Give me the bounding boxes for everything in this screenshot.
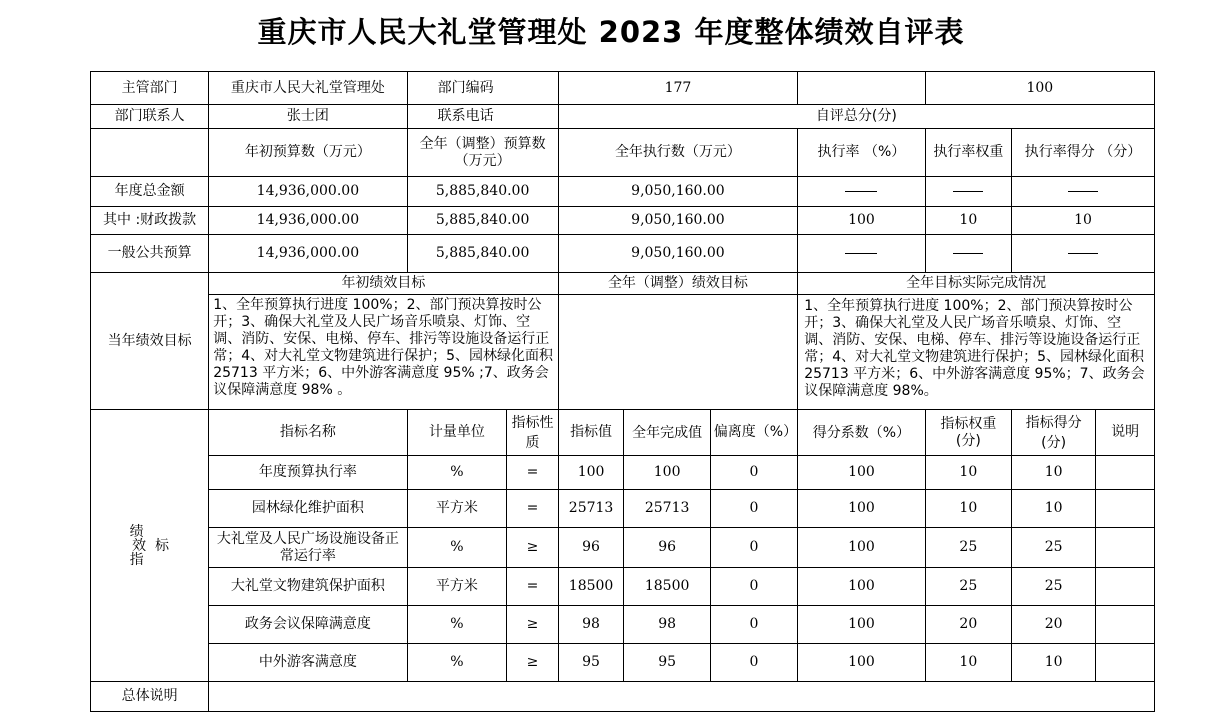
indicator-coef: 100 (798, 490, 925, 528)
indicator-deviation: 0 (710, 568, 797, 606)
indicator-name: 年度预算执行率 (209, 456, 407, 490)
indicator-weight: 10 (925, 644, 1011, 682)
header-coef: 得分系数（%） (798, 410, 925, 456)
self-score-label: 自评总分(分) (558, 105, 1154, 129)
indicator-deviation: 0 (710, 456, 797, 490)
indicator-score: 10 (1012, 644, 1096, 682)
indicator-score: 10 (1012, 490, 1096, 528)
indicator-score: 10 (1012, 456, 1096, 490)
header-target: 指标值 (558, 410, 624, 456)
side-label-bot: 指 (129, 551, 144, 568)
indicator-actual: 18500 (624, 568, 710, 606)
budget-row (91, 177, 1155, 207)
budget-initial: 14,936,000.00 (209, 235, 407, 273)
goals-content-row (91, 295, 1155, 410)
header-initial-budget: 年初预算数（万元） (209, 129, 407, 177)
indicator-weight: 20 (925, 606, 1011, 644)
header-rate-weight: 执行率权重 (925, 129, 1011, 177)
header-nature: 指标性质 (507, 410, 558, 456)
indicator-name: 园林绿化维护面积 (209, 490, 407, 528)
indicator-target: 95 (558, 644, 624, 682)
summary-row (91, 682, 1155, 712)
page-title: 重庆市人民大礼堂管理处 2023 年度整体绩效自评表 (257, 15, 965, 49)
indicator-deviation: 0 (710, 606, 797, 644)
budget-executed: 9,050,160.00 (558, 177, 798, 207)
indicator-nature: = (507, 456, 558, 490)
header-note: 说明 (1096, 410, 1155, 456)
header-adjusted-budget: 全年（调整）预算数（万元） (407, 129, 558, 177)
budget-row (91, 235, 1155, 273)
indicator-note (1096, 490, 1155, 528)
indicator-unit: % (407, 606, 507, 644)
budget-row-label: 一般公共预算 (91, 235, 209, 273)
indicator-unit: % (407, 644, 507, 682)
budget-adjusted: 5,885,840.00 (407, 235, 558, 273)
budget-row (91, 207, 1155, 235)
budget-score-dash (1012, 177, 1155, 207)
indicator-score: 20 (1012, 606, 1096, 644)
indicator-nature: ≥ (507, 606, 558, 644)
budget-rate: 100 (798, 207, 925, 235)
header-deviation: 偏离度（%） (710, 410, 797, 456)
indicator-actual: 98 (624, 606, 710, 644)
indicator-unit: 平方米 (407, 490, 507, 528)
header-rate: 执行率 （%） (798, 129, 925, 177)
budget-rate-dash (798, 235, 925, 273)
blank-header-cell (91, 129, 209, 177)
indicator-target: 96 (558, 528, 624, 568)
indicator-target: 25713 (558, 490, 624, 528)
indicator-nature: = (507, 490, 558, 528)
indicator-name: 大礼堂及人民广场设施设备正常运行率 (209, 528, 407, 568)
budget-score-dash (1012, 235, 1155, 273)
header-indicator-name: 指标名称 (209, 410, 407, 456)
score-value: 100 (925, 72, 1154, 105)
indicator-actual: 96 (624, 528, 710, 568)
indicator-note (1096, 606, 1155, 644)
indicator-target: 98 (558, 606, 624, 644)
indicator-row (91, 606, 1155, 644)
indicator-coef: 100 (798, 528, 925, 568)
header-executed: 全年执行数（万元） (558, 129, 798, 177)
indicator-unit: % (407, 456, 507, 490)
header-initial-goals: 年初绩效目标 (209, 273, 558, 295)
budget-weight-dash (925, 235, 1011, 273)
dept-label: 主管部门 (91, 72, 209, 105)
header-rate-score: 执行率得分 （分） (1012, 129, 1155, 177)
contact-value: 张士团 (209, 105, 407, 129)
indicator-deviation: 0 (710, 528, 797, 568)
initial-goals-text: 1、全年预算执行进度 100%；2、部门预决算按时公开；3、确保大礼堂及人民广场音乐喷泉、灯饰、空调、消防、安保、电梯、停车、排污等设施设备运行正常；4、对大礼堂文物建筑进行保护；5、园林绿化面积 25713 平方米；6、中外游客满意度 95% ;7、政务会议保障满意度 98% 。 (209, 295, 558, 410)
header-unit: 计量单位 (407, 410, 507, 456)
code-value: 177 (558, 72, 798, 105)
info-row-2 (91, 105, 1155, 129)
indicator-unit: 平方米 (407, 568, 507, 606)
indicator-weight: 10 (925, 456, 1011, 490)
budget-initial: 14,936,000.00 (209, 177, 407, 207)
budget-executed: 9,050,160.00 (558, 235, 798, 273)
budget-score: 10 (1012, 207, 1155, 235)
budget-row-label: 其中 :财政拨款 (91, 207, 209, 235)
indicator-coef: 100 (798, 456, 925, 490)
indicator-deviation: 0 (710, 644, 797, 682)
indicator-nature: = (507, 568, 558, 606)
indicator-coef: 100 (798, 644, 925, 682)
empty-cell (798, 72, 925, 105)
indicator-note (1096, 528, 1155, 568)
indicators-side-label (91, 410, 209, 682)
indicator-row (91, 644, 1155, 682)
indicator-nature: ≥ (507, 644, 558, 682)
indicator-target: 100 (558, 456, 624, 490)
indicator-name: 大礼堂文物建筑保护面积 (209, 568, 407, 606)
indicator-nature: ≥ (507, 528, 558, 568)
code-label: 部门编码 (407, 72, 558, 105)
indicator-actual: 100 (624, 456, 710, 490)
indicator-deviation: 0 (710, 490, 797, 528)
dept-value: 重庆市人民大礼堂管理处 (209, 72, 407, 105)
indicator-header-row (91, 410, 1155, 456)
indicator-row (91, 490, 1155, 528)
side-label-top: 绩 (129, 523, 144, 540)
budget-weight-dash (925, 177, 1011, 207)
budget-rate-dash (798, 177, 925, 207)
indicator-weight: 10 (925, 490, 1011, 528)
indicator-note (1096, 644, 1155, 682)
header-weight: 指标权重(分) (925, 410, 1011, 456)
budget-initial: 14,936,000.00 (209, 207, 407, 235)
contact-label: 部门联系人 (91, 105, 209, 129)
summary-label: 总体说明 (91, 682, 209, 712)
header-adjusted-goals: 全年（调整）绩效目标 (558, 273, 798, 295)
adjusted-goals-text (558, 295, 798, 410)
budget-adjusted: 5,885,840.00 (407, 207, 558, 235)
indicator-weight: 25 (925, 568, 1011, 606)
indicator-weight: 25 (925, 528, 1011, 568)
indicator-note (1096, 568, 1155, 606)
header-actual: 全年完成值 (624, 410, 710, 456)
budget-adjusted: 5,885,840.00 (407, 177, 558, 207)
budget-row-label: 年度总金额 (91, 177, 209, 207)
indicator-row (91, 456, 1155, 490)
indicator-actual: 25713 (624, 490, 710, 528)
indicator-score: 25 (1012, 528, 1096, 568)
budget-header-row (91, 129, 1155, 177)
info-row-1 (91, 72, 1155, 105)
summary-value (209, 682, 1155, 712)
actual-goals-text: 1、全年预算执行进度 100%；2、部门预决算按时公开；3、确保大礼堂及人民广场音乐喷泉、灯饰、空调、消防、安保、电梯、停车、排污等设施设备运行正常；4、对大礼堂文物建筑进行保护；5、园林绿化面积 25713 平方米；6、中外游客满意度 95%；7、政务会议保障满意度 98%。 (798, 295, 1155, 410)
indicator-unit: % (407, 528, 507, 568)
goals-header-row (91, 273, 1155, 295)
budget-executed: 9,050,160.00 (558, 207, 798, 235)
performance-table (90, 71, 1155, 712)
indicator-coef: 100 (798, 568, 925, 606)
indicator-coef: 100 (798, 606, 925, 644)
indicator-name: 中外游客满意度 (209, 644, 407, 682)
indicator-note (1096, 456, 1155, 490)
side-label-mid: 效 标 (132, 537, 170, 554)
indicator-score: 25 (1012, 568, 1096, 606)
goals-row-label: 当年绩效目标 (91, 273, 209, 410)
indicator-actual: 95 (624, 644, 710, 682)
indicator-row (91, 528, 1155, 568)
budget-weight: 10 (925, 207, 1011, 235)
indicator-name: 政务会议保障满意度 (209, 606, 407, 644)
header-score: 指标得分(分) (1012, 410, 1096, 456)
phone-label: 联系电话 (407, 105, 558, 129)
header-actual-goals: 全年目标实际完成情况 (798, 273, 1155, 295)
indicator-target: 18500 (558, 568, 624, 606)
indicator-row (91, 568, 1155, 606)
